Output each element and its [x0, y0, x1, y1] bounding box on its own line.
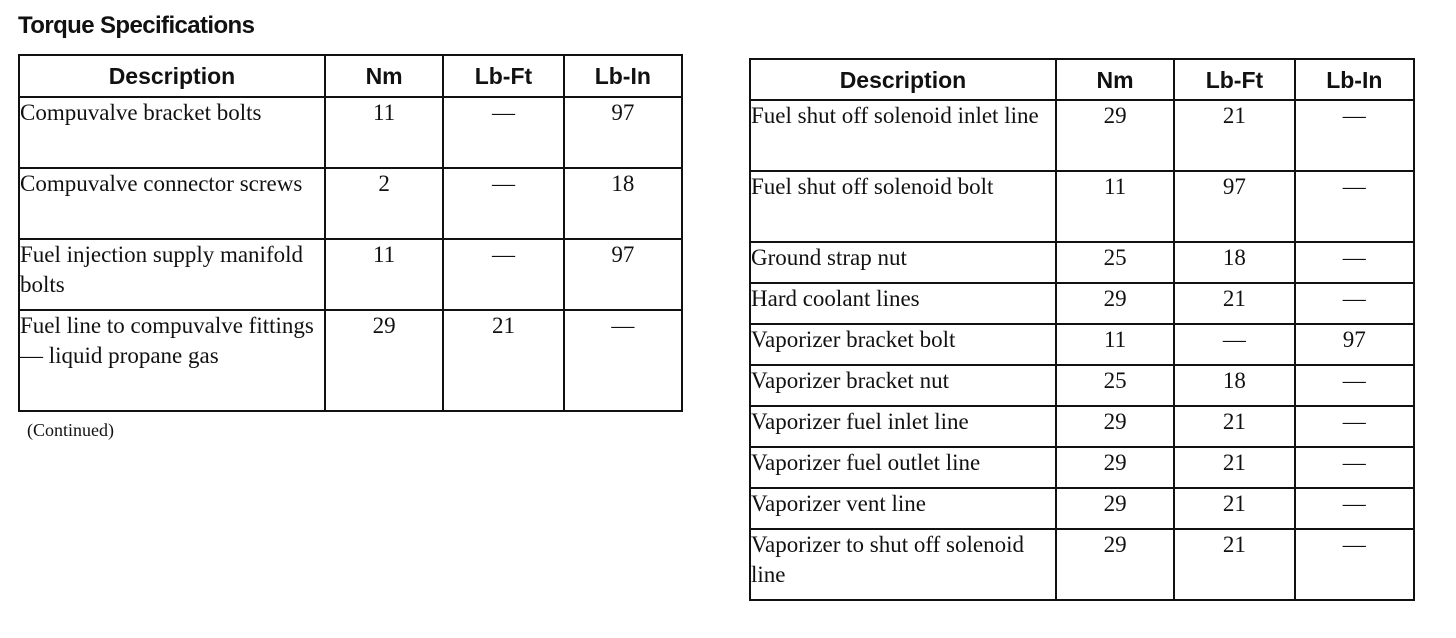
table-row	[19, 168, 682, 239]
lb-in-cell: 18	[564, 168, 682, 239]
table-row	[750, 100, 1414, 171]
header-nm: Nm	[325, 55, 443, 97]
lb-in-cell: —	[1295, 529, 1414, 600]
description-cell: Vaporizer vent line	[750, 488, 1056, 529]
description-cell: Compuvalve bracket bolts	[19, 97, 325, 168]
nm-cell: 29	[1056, 529, 1174, 600]
description-cell: Fuel shut off solenoid inlet line	[750, 100, 1056, 171]
description-cell: Fuel line to compuvalve fittings — liquid propane gas	[19, 310, 325, 411]
description-cell: Vaporizer fuel outlet line	[750, 447, 1056, 488]
header-lb-in: Lb-In	[1295, 59, 1414, 100]
torque-table-right	[749, 58, 1415, 601]
lb-in-cell: 97	[564, 97, 682, 168]
header-row	[750, 59, 1414, 100]
lb-ft-cell: 21	[1174, 283, 1294, 324]
lb-ft-cell: —	[443, 97, 563, 168]
nm-cell: 29	[1056, 283, 1174, 324]
description-cell: Vaporizer fuel inlet line	[750, 406, 1056, 447]
lb-in-cell: 97	[1295, 324, 1414, 365]
description-cell: Vaporizer to shut off solenoid line	[750, 529, 1056, 600]
description-cell: Vaporizer bracket bolt	[750, 324, 1056, 365]
nm-cell: 29	[1056, 488, 1174, 529]
nm-cell: 25	[1056, 242, 1174, 283]
page-title: Torque Specifications	[18, 12, 255, 39]
lb-in-cell: —	[1295, 406, 1414, 447]
table-row	[750, 324, 1414, 365]
description-cell: Vaporizer bracket nut	[750, 365, 1056, 406]
description-cell: Fuel injection supply manifold bolts	[19, 239, 325, 310]
description-cell: Ground strap nut	[750, 242, 1056, 283]
lb-in-cell: —	[1295, 242, 1414, 283]
header-description: Description	[19, 55, 325, 97]
lb-ft-cell: 21	[1174, 406, 1294, 447]
table-row	[750, 488, 1414, 529]
lb-ft-cell: —	[443, 168, 563, 239]
lb-ft-cell: 21	[1174, 447, 1294, 488]
nm-cell: 29	[1056, 447, 1174, 488]
description-cell: Compuvalve connector screws	[19, 168, 325, 239]
nm-cell: 11	[1056, 171, 1174, 242]
lb-in-cell: —	[1295, 365, 1414, 406]
lb-ft-cell: 97	[1174, 171, 1294, 242]
nm-cell: 29	[1056, 100, 1174, 171]
lb-in-cell: 97	[564, 239, 682, 310]
table-row	[19, 310, 682, 411]
table-row	[750, 171, 1414, 242]
header-nm: Nm	[1056, 59, 1174, 100]
lb-ft-cell: —	[1174, 324, 1294, 365]
nm-cell: 11	[325, 97, 443, 168]
lb-in-cell: —	[1295, 100, 1414, 171]
lb-in-cell: —	[564, 310, 682, 411]
nm-cell: 25	[1056, 365, 1174, 406]
lb-ft-cell: 18	[1174, 242, 1294, 283]
torque-table-left	[18, 54, 683, 412]
lb-ft-cell: 21	[1174, 100, 1294, 171]
header-description: Description	[750, 59, 1056, 100]
lb-ft-cell: 21	[1174, 529, 1294, 600]
nm-cell: 29	[1056, 406, 1174, 447]
nm-cell: 11	[1056, 324, 1174, 365]
lb-in-cell: —	[1295, 171, 1414, 242]
header-row	[19, 55, 682, 97]
header-lb-in: Lb-In	[564, 55, 682, 97]
table-row	[750, 447, 1414, 488]
description-cell: Fuel shut off solenoid bolt	[750, 171, 1056, 242]
table-row	[750, 365, 1414, 406]
table-row	[750, 283, 1414, 324]
nm-cell: 29	[325, 310, 443, 411]
header-lb-ft: Lb-Ft	[443, 55, 563, 97]
table-row	[750, 529, 1414, 600]
lb-ft-cell: —	[443, 239, 563, 310]
lb-in-cell: —	[1295, 283, 1414, 324]
lb-ft-cell: 21	[443, 310, 563, 411]
nm-cell: 2	[325, 168, 443, 239]
table-row	[750, 406, 1414, 447]
lb-in-cell: —	[1295, 447, 1414, 488]
continued-note: (Continued)	[27, 420, 114, 440]
header-lb-ft: Lb-Ft	[1174, 59, 1294, 100]
table-row	[19, 97, 682, 168]
description-cell: Hard coolant lines	[750, 283, 1056, 324]
lb-ft-cell: 21	[1174, 488, 1294, 529]
lb-in-cell: —	[1295, 488, 1414, 529]
table-row	[750, 242, 1414, 283]
lb-ft-cell: 18	[1174, 365, 1294, 406]
nm-cell: 11	[325, 239, 443, 310]
table-row	[19, 239, 682, 310]
